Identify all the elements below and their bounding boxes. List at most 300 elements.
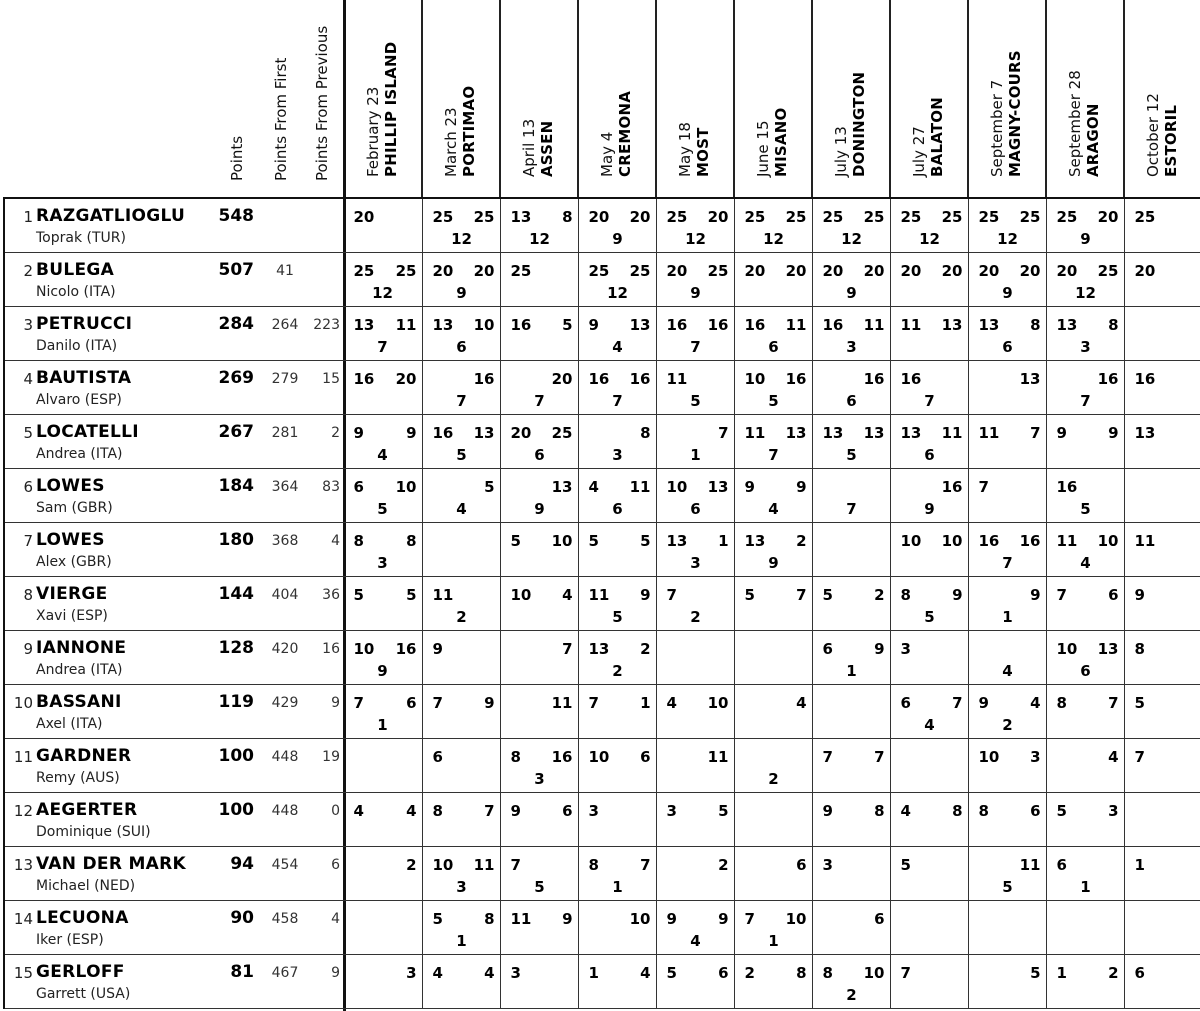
- rider-surname: PETRUCCI: [36, 314, 132, 334]
- round-result-cell: [1124, 685, 1200, 739]
- race2-points: 16: [939, 478, 963, 496]
- round-date: September 28: [1066, 70, 1084, 177]
- round-result-cell: [656, 415, 734, 469]
- race1-points: 1: [1135, 856, 1157, 874]
- race1-points: 11: [745, 424, 767, 442]
- round-result-cell: [812, 523, 890, 577]
- superpole-points: 5: [915, 608, 945, 626]
- round-result-cell: [734, 199, 812, 253]
- rider-info: [5, 631, 343, 685]
- race1-points: 10: [354, 640, 376, 658]
- header-column-divider: [1123, 0, 1125, 199]
- superpole-points: 5: [837, 446, 867, 464]
- round-result-cell: [344, 847, 422, 901]
- round-result-cell: [1124, 415, 1200, 469]
- rider-surname: LOWES: [36, 476, 105, 496]
- race1-points: 4: [901, 802, 923, 820]
- superpole-points: 6: [993, 338, 1023, 356]
- race1-points: 20: [1057, 262, 1079, 280]
- superpole-points: 5: [759, 392, 789, 410]
- round-result-cell: [968, 307, 1046, 361]
- round-result-cell: [1046, 469, 1124, 523]
- rider-surname: LECUONA: [36, 908, 129, 928]
- rider-firstname-nation: Alex (GBR): [36, 554, 112, 570]
- rider-points: 128: [219, 638, 255, 658]
- round-result-cell: [890, 199, 968, 253]
- race2-points: 7: [1095, 694, 1119, 712]
- superpole-points: 1: [759, 932, 789, 950]
- round-result-cell: [422, 901, 500, 955]
- race1-points: 9: [511, 802, 533, 820]
- race1-points: 8: [901, 586, 923, 604]
- race1-points: 20: [433, 262, 455, 280]
- rider-points-from-previous: 9: [300, 965, 340, 981]
- rider-firstname-nation: Dominique (SUI): [36, 824, 151, 840]
- rider-position: 13: [5, 856, 33, 874]
- race2-points: 4: [1017, 694, 1041, 712]
- round-header: [734, 0, 812, 199]
- rider-firstname-nation: Michael (NED): [36, 878, 135, 894]
- race1-points: 1: [589, 964, 611, 982]
- rider-surname: VAN DER MARK: [36, 854, 186, 874]
- round-result-cell: [422, 415, 500, 469]
- round-result-cell: [422, 469, 500, 523]
- round-result-cell: [500, 577, 578, 631]
- superpole-points: 7: [447, 392, 477, 410]
- round-header: [656, 0, 734, 199]
- race1-points: 16: [511, 316, 533, 334]
- round-result-cell: [578, 523, 656, 577]
- race2-points: 8: [861, 802, 885, 820]
- superpole-points: 4: [993, 662, 1023, 680]
- round-result-cell: [656, 847, 734, 901]
- superpole-points: 12: [759, 230, 789, 248]
- race2-points: 6: [783, 856, 807, 874]
- race1-points: 8: [589, 856, 611, 874]
- round-date: April 13: [520, 119, 538, 177]
- table-row: [5, 361, 1200, 415]
- round-result-cell: [422, 361, 500, 415]
- race2-points: 25: [1017, 208, 1041, 226]
- superpole-points: 12: [993, 230, 1023, 248]
- round-date: October 12: [1144, 93, 1162, 177]
- round-result-cell: [890, 685, 968, 739]
- race1-points: 16: [433, 424, 455, 442]
- rider-position: 6: [5, 478, 33, 496]
- race2-points: 8: [783, 964, 807, 982]
- table-row: [5, 955, 1200, 1009]
- superpole-points: 5: [447, 446, 477, 464]
- round-header-label: [1066, 70, 1102, 177]
- header-column-divider: [577, 0, 579, 199]
- race1-points: 6: [1135, 964, 1157, 982]
- round-date: February 23: [364, 42, 382, 177]
- superpole-points: 5: [603, 608, 633, 626]
- race1-points: 25: [1057, 208, 1079, 226]
- round-result-cell: [734, 469, 812, 523]
- round-result-cell: [344, 199, 422, 253]
- race1-points: 8: [354, 532, 376, 550]
- race2-points: 25: [627, 262, 651, 280]
- round-result-cell: [890, 577, 968, 631]
- round-result-cell: [578, 415, 656, 469]
- rider-points-from-first: 41: [268, 263, 302, 279]
- round-result-cell: [812, 469, 890, 523]
- rider-firstname-nation: Sam (GBR): [36, 500, 113, 516]
- superpole-points: 1: [447, 932, 477, 950]
- race1-points: 4: [354, 802, 376, 820]
- round-result-cell: [890, 307, 968, 361]
- rider-firstname-nation: Toprak (TUR): [36, 230, 126, 246]
- superpole-points: 9: [993, 284, 1023, 302]
- rider-surname: BULEGA: [36, 260, 114, 280]
- table-row: [5, 577, 1200, 631]
- race1-points: 13: [354, 316, 376, 334]
- round-result-cell: [734, 955, 812, 1009]
- race2-points: 9: [939, 586, 963, 604]
- race2-points: 7: [861, 748, 885, 766]
- superpole-points: 4: [915, 716, 945, 734]
- superpole-points: 2: [837, 986, 867, 1004]
- rider-position: 4: [5, 370, 33, 388]
- superpole-points: 3: [1071, 338, 1101, 356]
- race1-points: 7: [354, 694, 376, 712]
- rider-firstname-nation: Andrea (ITA): [36, 446, 123, 462]
- round-result-cell: [500, 253, 578, 307]
- round-result-cell: [656, 955, 734, 1009]
- race1-points: 20: [979, 262, 1001, 280]
- race2-points: 16: [471, 370, 495, 388]
- round-date: July 13: [832, 72, 850, 177]
- round-result-cell: [578, 631, 656, 685]
- race2-points: 5: [393, 586, 417, 604]
- rider-firstname-nation: Nicolo (ITA): [36, 284, 116, 300]
- race1-points: 3: [823, 856, 845, 874]
- round-result-cell: [500, 631, 578, 685]
- round-result-cell: [734, 253, 812, 307]
- race2-points: 25: [549, 424, 573, 442]
- superpole-points: 5: [681, 392, 711, 410]
- rider-position: 3: [5, 316, 33, 334]
- superpole-points: 1: [993, 608, 1023, 626]
- round-venue: MAGNY-COURS: [1006, 50, 1024, 177]
- superpole-points: 12: [1071, 284, 1101, 302]
- round-result-cell: [1124, 631, 1200, 685]
- superpole-points: 12: [525, 230, 555, 248]
- superpole-points: 3: [368, 554, 398, 572]
- superpole-points: 7: [368, 338, 398, 356]
- superpole-points: 9: [1071, 230, 1101, 248]
- rider-points: 100: [219, 746, 255, 766]
- race1-points: 16: [667, 316, 689, 334]
- round-result-cell: [1046, 307, 1124, 361]
- race2-points: 4: [393, 802, 417, 820]
- rider-position: 8: [5, 586, 33, 604]
- superpole-points: 6: [915, 446, 945, 464]
- race1-points: 13: [1135, 424, 1157, 442]
- superpole-points: 5: [1071, 500, 1101, 518]
- round-header: [890, 0, 968, 199]
- race2-points: 5: [549, 316, 573, 334]
- round-header-label: [364, 42, 400, 177]
- round-venue: MOST: [694, 122, 712, 177]
- race2-points: 13: [939, 316, 963, 334]
- race2-points: 3: [393, 964, 417, 982]
- round-result-cell: [344, 523, 422, 577]
- round-venue: BALATON: [928, 97, 946, 177]
- superpole-points: 4: [603, 338, 633, 356]
- race1-points: 5: [511, 532, 533, 550]
- race1-points: 7: [979, 478, 1001, 496]
- rider-surname: LOWES: [36, 530, 105, 550]
- round-result-cell: [344, 793, 422, 847]
- rider-info: [5, 361, 343, 415]
- round-header: [1124, 0, 1200, 199]
- round-venue: ARAGON: [1084, 70, 1102, 177]
- race2-points: 16: [783, 370, 807, 388]
- round-result-cell: [1046, 415, 1124, 469]
- superpole-points: 4: [759, 500, 789, 518]
- race2-points: 4: [783, 694, 807, 712]
- race1-points: 13: [979, 316, 1001, 334]
- race2-points: 4: [627, 964, 651, 982]
- table-row: [5, 631, 1200, 685]
- race1-points: 7: [667, 586, 689, 604]
- superpole-points: 3: [681, 554, 711, 572]
- superpole-points: 6: [837, 392, 867, 410]
- rider-points-from-first: 454: [268, 857, 302, 873]
- race2-points: 10: [783, 910, 807, 928]
- race2-points: 9: [783, 478, 807, 496]
- rider-firstname-nation: Danilo (ITA): [36, 338, 117, 354]
- race2-points: 4: [471, 964, 495, 982]
- superpole-points: 5: [525, 878, 555, 896]
- race2-points: 5: [705, 802, 729, 820]
- superpole-points: 6: [525, 446, 555, 464]
- superpole-points: 12: [915, 230, 945, 248]
- round-result-cell: [734, 361, 812, 415]
- race1-points: 13: [901, 424, 923, 442]
- race2-points: 10: [627, 910, 651, 928]
- race2-points: 11: [939, 424, 963, 442]
- race2-points: 16: [393, 640, 417, 658]
- round-result-cell: [734, 847, 812, 901]
- race2-points: 16: [627, 370, 651, 388]
- rider-position: 12: [5, 802, 33, 820]
- race2-points: 20: [393, 370, 417, 388]
- round-result-cell: [1124, 955, 1200, 1009]
- rider-surname: IANNONE: [36, 638, 126, 658]
- race1-points: 13: [1057, 316, 1079, 334]
- race2-points: 13: [783, 424, 807, 442]
- round-result-cell: [812, 415, 890, 469]
- rider-points-from-first: 368: [268, 533, 302, 549]
- race2-points: 25: [393, 262, 417, 280]
- race2-points: 2: [783, 532, 807, 550]
- superpole-points: 3: [603, 446, 633, 464]
- rider-points-from-previous: 6: [300, 857, 340, 873]
- round-result-cell: [1124, 739, 1200, 793]
- rider-position: 15: [5, 964, 33, 982]
- round-date: September 7: [988, 50, 1006, 177]
- superpole-points: 7: [993, 554, 1023, 572]
- race1-points: 8: [1135, 640, 1157, 658]
- superpole-points: 9: [368, 662, 398, 680]
- race2-points: 11: [861, 316, 885, 334]
- race2-points: 1: [627, 694, 651, 712]
- race2-points: 25: [471, 208, 495, 226]
- race2-points: 6: [1095, 586, 1119, 604]
- round-result-cell: [422, 793, 500, 847]
- header-column-divider: [811, 0, 813, 199]
- race1-points: 2: [745, 964, 767, 982]
- superpole-points: 2: [603, 662, 633, 680]
- rider-points-from-first: 364: [268, 479, 302, 495]
- round-venue: ASSEN: [538, 119, 556, 177]
- round-result-cell: [578, 469, 656, 523]
- round-result-cell: [344, 469, 422, 523]
- race1-points: 10: [667, 478, 689, 496]
- round-result-cell: [1124, 901, 1200, 955]
- superpole-points: 5: [993, 878, 1023, 896]
- table-row: [5, 253, 1200, 307]
- superpole-points: 1: [681, 446, 711, 464]
- superpole-points: 9: [447, 284, 477, 302]
- round-result-cell: [500, 685, 578, 739]
- race2-points: 20: [783, 262, 807, 280]
- race1-points: 20: [667, 262, 689, 280]
- rider-points: 100: [219, 800, 255, 820]
- race1-points: 20: [1135, 262, 1157, 280]
- rider-info: [5, 793, 343, 847]
- rider-info: [5, 739, 343, 793]
- rider-firstname-nation: Andrea (ITA): [36, 662, 123, 678]
- round-result-cell: [578, 577, 656, 631]
- race2-points: 4: [549, 586, 573, 604]
- round-result-cell: [656, 901, 734, 955]
- rider-info: [5, 199, 343, 253]
- round-result-cell: [1124, 847, 1200, 901]
- round-result-cell: [500, 847, 578, 901]
- round-result-cell: [1124, 577, 1200, 631]
- race2-points: 10: [549, 532, 573, 550]
- rider-points: 144: [219, 584, 255, 604]
- race1-points: 5: [667, 964, 689, 982]
- superpole-points: 4: [681, 932, 711, 950]
- round-result-cell: [890, 901, 968, 955]
- round-result-cell: [656, 577, 734, 631]
- race1-points: 10: [511, 586, 533, 604]
- rider-surname: BASSANI: [36, 692, 122, 712]
- round-date: May 4: [598, 91, 616, 177]
- round-result-cell: [422, 685, 500, 739]
- round-result-cell: [1046, 631, 1124, 685]
- round-result-cell: [656, 523, 734, 577]
- round-header: [422, 0, 500, 199]
- race1-points: 13: [745, 532, 767, 550]
- race2-points: 10: [393, 478, 417, 496]
- round-result-cell: [1124, 199, 1200, 253]
- superpole-points: 2: [759, 770, 789, 788]
- race1-points: 13: [823, 424, 845, 442]
- race1-points: 20: [354, 208, 376, 226]
- race1-points: 5: [901, 856, 923, 874]
- superpole-points: 6: [681, 500, 711, 518]
- superpole-points: 9: [915, 500, 945, 518]
- round-result-cell: [500, 523, 578, 577]
- round-result-cell: [578, 307, 656, 361]
- rider-info: [5, 253, 343, 307]
- rider-surname: AEGERTER: [36, 800, 137, 820]
- round-result-cell: [890, 631, 968, 685]
- round-result-cell: [734, 685, 812, 739]
- round-result-cell: [968, 793, 1046, 847]
- race1-points: 5: [354, 586, 376, 604]
- superpole-points: 3: [447, 878, 477, 896]
- round-result-cell: [968, 199, 1046, 253]
- round-result-cell: [500, 307, 578, 361]
- race1-points: 13: [433, 316, 455, 334]
- race2-points: 9: [393, 424, 417, 442]
- rider-points-from-first: 448: [268, 803, 302, 819]
- race2-points: 3: [1017, 748, 1041, 766]
- race1-points: 7: [589, 694, 611, 712]
- round-result-cell: [578, 685, 656, 739]
- race2-points: 8: [471, 910, 495, 928]
- rider-points-from-first: 448: [268, 749, 302, 765]
- superpole-points: 12: [368, 284, 398, 302]
- round-result-cell: [812, 793, 890, 847]
- race1-points: 4: [667, 694, 689, 712]
- rider-points-from-first: 467: [268, 965, 302, 981]
- round-result-cell: [1046, 577, 1124, 631]
- rider-points-from-first: 404: [268, 587, 302, 603]
- round-result-cell: [344, 253, 422, 307]
- round-result-cell: [734, 793, 812, 847]
- superpole-points: 7: [837, 500, 867, 518]
- race1-points: 8: [511, 748, 533, 766]
- race1-points: 11: [589, 586, 611, 604]
- round-result-cell: [422, 739, 500, 793]
- standings-table: [3, 197, 1200, 1009]
- round-result-cell: [500, 415, 578, 469]
- header-column-divider: [421, 0, 423, 199]
- race1-points: 5: [433, 910, 455, 928]
- round-result-cell: [1124, 361, 1200, 415]
- round-result-cell: [968, 685, 1046, 739]
- round-result-cell: [500, 955, 578, 1009]
- header-points-from-previous: Points From Previous: [314, 26, 331, 181]
- superpole-points: 1: [603, 878, 633, 896]
- rider-position: 1: [5, 208, 33, 226]
- race1-points: 16: [1135, 370, 1157, 388]
- race2-points: 10: [705, 694, 729, 712]
- round-header: [1046, 0, 1124, 199]
- superpole-points: 3: [837, 338, 867, 356]
- superpole-points: 9: [759, 554, 789, 572]
- rider-info: [5, 685, 343, 739]
- round-header: [578, 0, 656, 199]
- rider-firstname-nation: Alvaro (ESP): [36, 392, 122, 408]
- header-column-divider: [499, 0, 501, 199]
- round-result-cell: [968, 253, 1046, 307]
- round-result-cell: [734, 577, 812, 631]
- rider-position: 11: [5, 748, 33, 766]
- round-result-cell: [422, 307, 500, 361]
- race1-points: 9: [1057, 424, 1079, 442]
- round-result-cell: [344, 577, 422, 631]
- race2-points: 8: [549, 208, 573, 226]
